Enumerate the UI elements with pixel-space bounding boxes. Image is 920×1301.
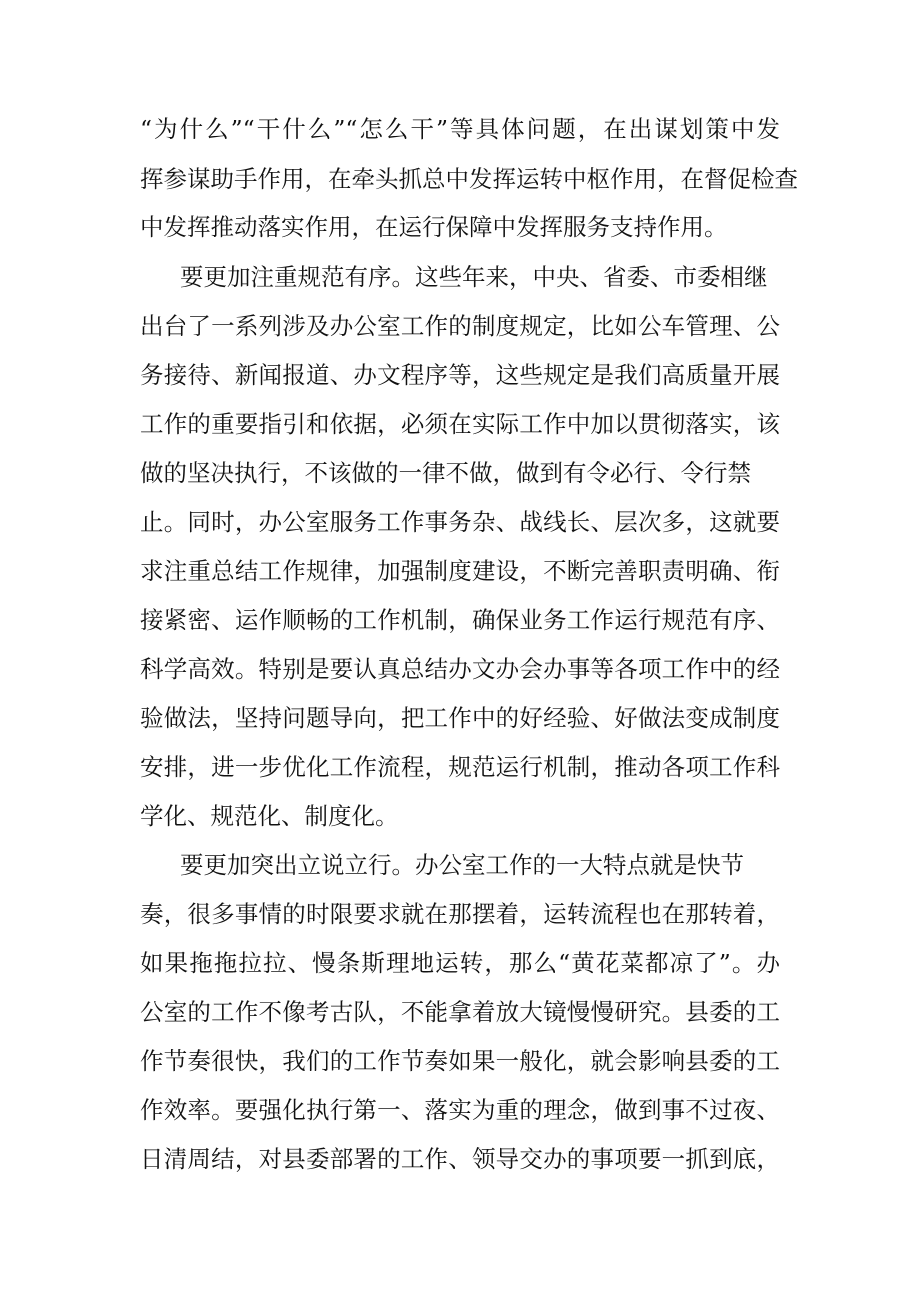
- text-line: 接紧密、运作顺畅的工作机制，确保业务工作运行规范有序、: [140, 606, 780, 634]
- text-line: “为什么”“干什么”“怎么干”等具体问题，在出谋划策中发: [140, 115, 780, 143]
- text-line: 中发挥推动落实作用，在运行保障中发挥服务支持作用。: [140, 213, 728, 241]
- text-line: 公室的工作不像考古队，不能拿着放大镜慢慢研究。县委的工: [140, 998, 780, 1026]
- paragraph-heading-line: 要更加突出立说立行。办公室工作的一大特点就是快节: [180, 851, 744, 879]
- text-line: 作节奏很快，我们的工作节奏如果一般化，就会影响县委的工: [140, 1047, 780, 1075]
- text-line: 安排，进一步优化工作流程，规范运行机制，推动各项工作科: [140, 753, 780, 781]
- text-line: 作效率。要强化执行第一、落实为重的理念，做到事不过夜、: [140, 1096, 780, 1124]
- paragraph-heading-line: 要更加注重规范有序。这些年来，中央、省委、市委相继: [180, 263, 768, 291]
- text-line: 出台了一系列涉及办公室工作的制度规定，比如公车管理、公: [140, 312, 780, 340]
- text-line: 科学高效。特别是要认真总结办文办会办事等各项工作中的经: [140, 655, 780, 683]
- text-line: 奏，很多事情的时限要求就在那摆着，运转流程也在那转着，: [140, 900, 780, 928]
- text-line: 求注重总结工作规律，加强制度建设，不断完善职责明确、衔: [140, 557, 780, 585]
- text-line: 验做法，坚持问题导向，把工作中的好经验、好做法变成制度: [140, 704, 780, 732]
- text-line: 日清周结，对县委部署的工作、领导交办的事项要一抓到底，: [140, 1145, 780, 1173]
- text-line: 工作的重要指引和依据，必须在实际工作中加以贯彻落实，该: [140, 410, 780, 438]
- text-line: 做的坚决执行，不该做的一律不做，做到有令必行、令行禁: [140, 459, 751, 487]
- text-line: 挥参谋助手作用，在牵头抓总中发挥运转中枢作用，在督促检查: [140, 165, 798, 193]
- text-line: 务接待、新闻报道、办文程序等，这些规定是我们高质量开展: [140, 361, 780, 389]
- text-line: 如果拖拖拉拉、慢条斯理地运转，那么“黄花菜都凉了”。办: [140, 949, 780, 977]
- text-line: 学化、规范化、制度化。: [140, 802, 399, 830]
- text-line: 止。同时，办公室服务工作事务杂、战线长、层次多，这就要: [140, 508, 780, 536]
